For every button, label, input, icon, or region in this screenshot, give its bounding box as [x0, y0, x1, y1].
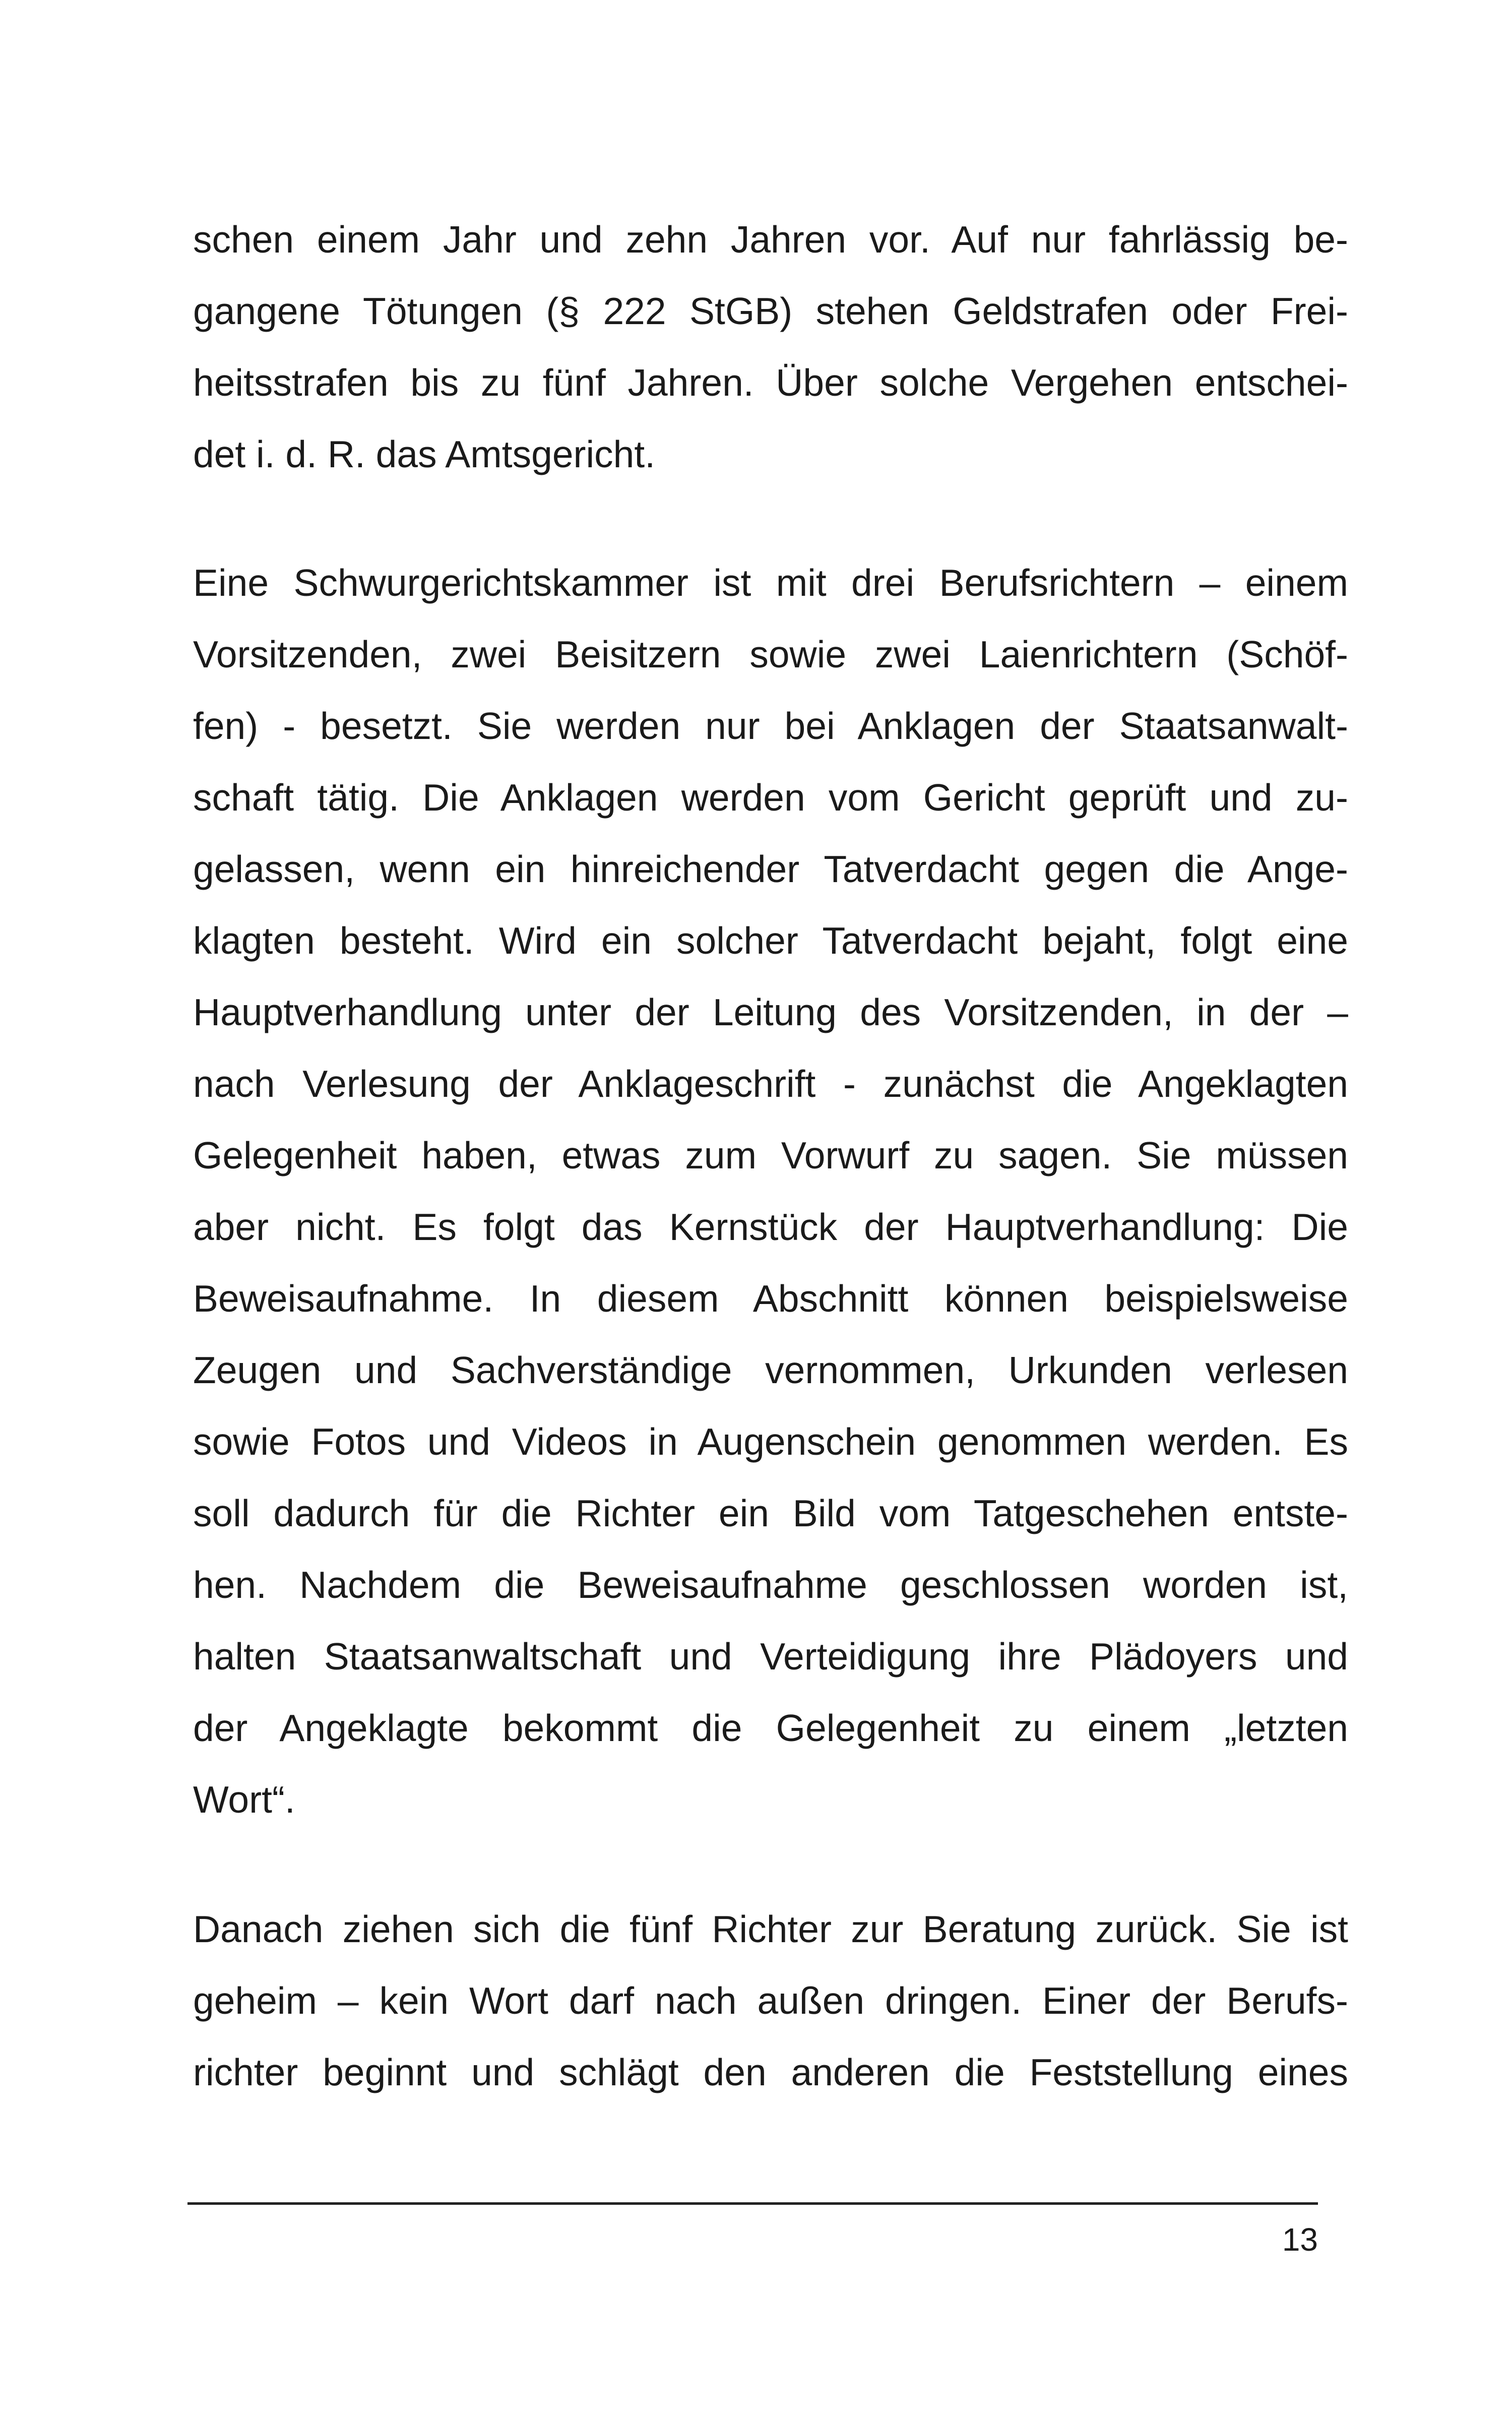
text-line: Wort“.: [193, 1778, 295, 1821]
text-line: nach Verlesung der Anklageschrift - zunächst die Angeklagten: [193, 1063, 1348, 1105]
text-line: schen einem Jahr und zehn Jahren vor. Auf nur fahrlässig be-: [193, 218, 1348, 261]
text-line: Hauptverhandlung unter der Leitung des Vorsitzenden, in der –: [193, 991, 1348, 1033]
text-line: richter beginnt und schlägt den anderen die Feststellung eines: [193, 2051, 1348, 2093]
text-line: sowie Fotos und Videos in Augenschein genommen werden. Es: [193, 1420, 1348, 1463]
paragraph-1: [193, 204, 1348, 490]
text-line: halten Staatsanwaltschaft und Verteidigung ihre Plädoyers und: [193, 1635, 1348, 1678]
text-line: Beweisaufnahme. In diesem Abschnitt können beispielsweise: [193, 1277, 1348, 1320]
text-line: Zeugen und Sachverständige vernommen, Urkunden verlesen: [193, 1349, 1348, 1391]
text-line: hen. Nachdem die Beweisaufnahme geschlossen worden ist,: [193, 1564, 1348, 1606]
text-line: soll dadurch für die Richter ein Bild vom Tatgeschehen entste-: [193, 1492, 1348, 1534]
text-line: schaft tätig. Die Anklagen werden vom Gericht geprüft und zu-: [193, 776, 1348, 819]
text-line: klagten besteht. Wird ein solcher Tatverdacht bejaht, folgt eine: [193, 919, 1348, 962]
text-line: Gelegenheit haben, etwas zum Vorwurf zu sagen. Sie müssen: [193, 1134, 1348, 1176]
footer-divider: [187, 2202, 1318, 2205]
text-line: heitsstrafen bis zu fünf Jahren. Über solche Vergehen entschei-: [193, 361, 1348, 404]
text-line: der Angeklagte bekommt die Gelegenheit zu einem „letzten: [193, 1707, 1348, 1749]
paragraph-2: [193, 547, 1348, 1835]
text-line: Vorsitzenden, zwei Beisitzern sowie zwei Laienrichtern (Schöf-: [193, 633, 1348, 675]
paragraph-3: [193, 1893, 1348, 2108]
text-line: gangene Tötungen (§ 222 StGB) stehen Geldstrafen oder Frei-: [193, 290, 1348, 332]
text-line: fen) - besetzt. Sie werden nur bei Anklagen der Staatsanwalt-: [193, 705, 1348, 747]
page-number: 13: [1282, 2221, 1318, 2258]
text-line: Eine Schwurgerichtskammer ist mit drei Berufsrichtern – einem: [193, 562, 1348, 604]
text-line: Danach ziehen sich die fünf Richter zur Beratung zurück. Sie ist: [193, 1908, 1348, 1950]
text-line: geheim – kein Wort darf nach außen dringen. Einer der Berufs-: [193, 1979, 1348, 2022]
text-line: gelassen, wenn ein hinreichender Tatverdacht gegen die Ange-: [193, 848, 1348, 890]
text-line: det i. d. R. das Amtsgericht.: [193, 433, 656, 475]
text-line: aber nicht. Es folgt das Kernstück der Hauptverhandlung: Die: [193, 1206, 1348, 1248]
